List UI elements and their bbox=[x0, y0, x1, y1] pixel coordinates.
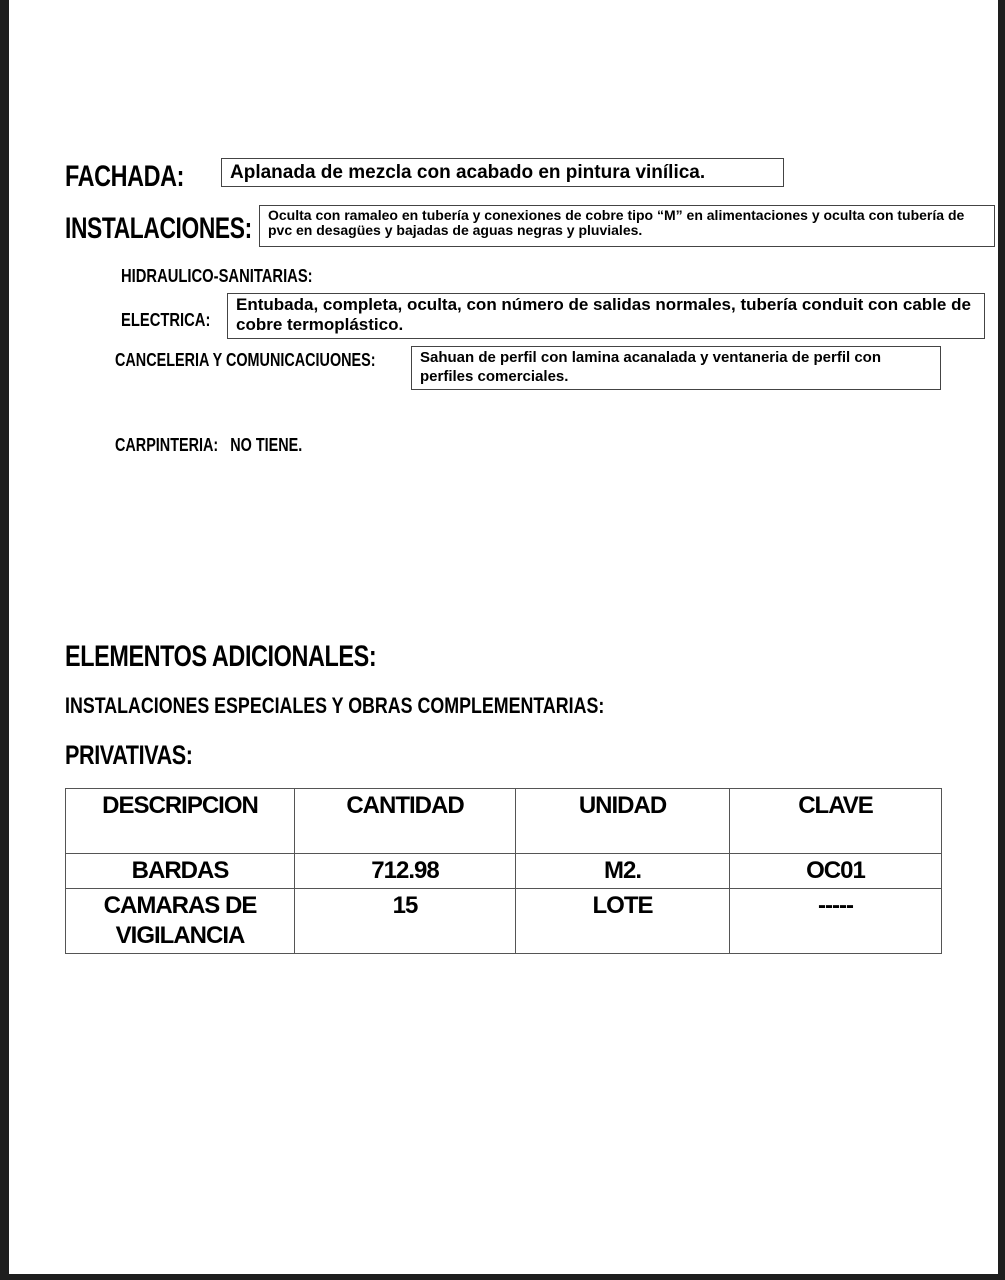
carpinteria-label: CARPINTERIA: bbox=[115, 435, 219, 455]
elementos-adicionales-heading: ELEMENTOS ADICIONALES: bbox=[65, 640, 377, 673]
carpinteria-row bbox=[115, 435, 349, 456]
carpinteria-text bbox=[115, 435, 302, 456]
table-header-row bbox=[66, 789, 942, 854]
th-descripcion: DESCRIPCION bbox=[66, 789, 295, 854]
cell-descripcion: BARDAS bbox=[66, 854, 295, 889]
th-clave: CLAVE bbox=[730, 789, 942, 854]
instalaciones-box bbox=[259, 205, 995, 247]
elementos-adicionales bbox=[65, 640, 464, 674]
instalaciones-especiales-heading: INSTALACIONES ESPECIALES Y OBRAS COMPLEMENTARIAS: bbox=[65, 693, 605, 718]
electrica-value: Entubada, completa, oculta, con número de salidas normales, tubería conduit con cable de cobre termoplástico. bbox=[236, 295, 971, 334]
table-row bbox=[66, 854, 942, 889]
cell-clave: OC01 bbox=[730, 854, 942, 889]
th-cantidad: CANTIDAD bbox=[295, 789, 516, 854]
hidraulico-label bbox=[121, 266, 355, 287]
fachada-label bbox=[65, 160, 218, 194]
privativas-heading: PRIVATIVAS: bbox=[65, 740, 193, 770]
cell-cantidad: 712.98 bbox=[295, 854, 516, 889]
cell-cantidad: 15 bbox=[295, 889, 516, 954]
privativas bbox=[65, 740, 225, 771]
fachada-box bbox=[221, 158, 784, 187]
carpinteria-value: NO TIENE. bbox=[230, 435, 303, 455]
privativas-table bbox=[65, 788, 942, 954]
fachada-heading: FACHADA: bbox=[65, 160, 185, 193]
instalaciones-heading: INSTALACIONES: bbox=[65, 212, 252, 245]
table-row bbox=[66, 889, 942, 954]
cell-clave: ----- bbox=[730, 889, 942, 954]
cell-unidad: LOTE bbox=[516, 889, 730, 954]
canceleria-value: Sahuan de perfil con lamina acanalada y ventaneria de perfil con perfiles comerciales. bbox=[420, 349, 881, 385]
canceleria-label bbox=[115, 350, 441, 371]
document-page bbox=[9, 0, 998, 1274]
canceleria-heading: CANCELERIA Y COMUNICACIUONES: bbox=[115, 350, 376, 370]
electrica-heading: ELECTRICA: bbox=[121, 310, 211, 330]
instalaciones-especiales bbox=[65, 693, 731, 719]
cell-descripcion: CAMARAS DE VIGILANCIA bbox=[66, 889, 295, 954]
fachada-value: Aplanada de mezcla con acabado en pintura vinílica. bbox=[230, 162, 706, 183]
th-unidad: UNIDAD bbox=[516, 789, 730, 854]
canceleria-box bbox=[411, 346, 941, 390]
instalaciones-value: Oculta con ramaleo en tubería y conexiones de cobre tipo “M” en alimentaciones y oculta con tubería de pvc en desagües y bajadas de aguas negras y pluviales. bbox=[268, 207, 965, 238]
cell-unidad: M2. bbox=[516, 854, 730, 889]
hidraulico-heading: HIDRAULICO-SANITARIAS: bbox=[121, 266, 313, 286]
electrica-label bbox=[121, 310, 230, 331]
electrica-box bbox=[227, 293, 985, 339]
